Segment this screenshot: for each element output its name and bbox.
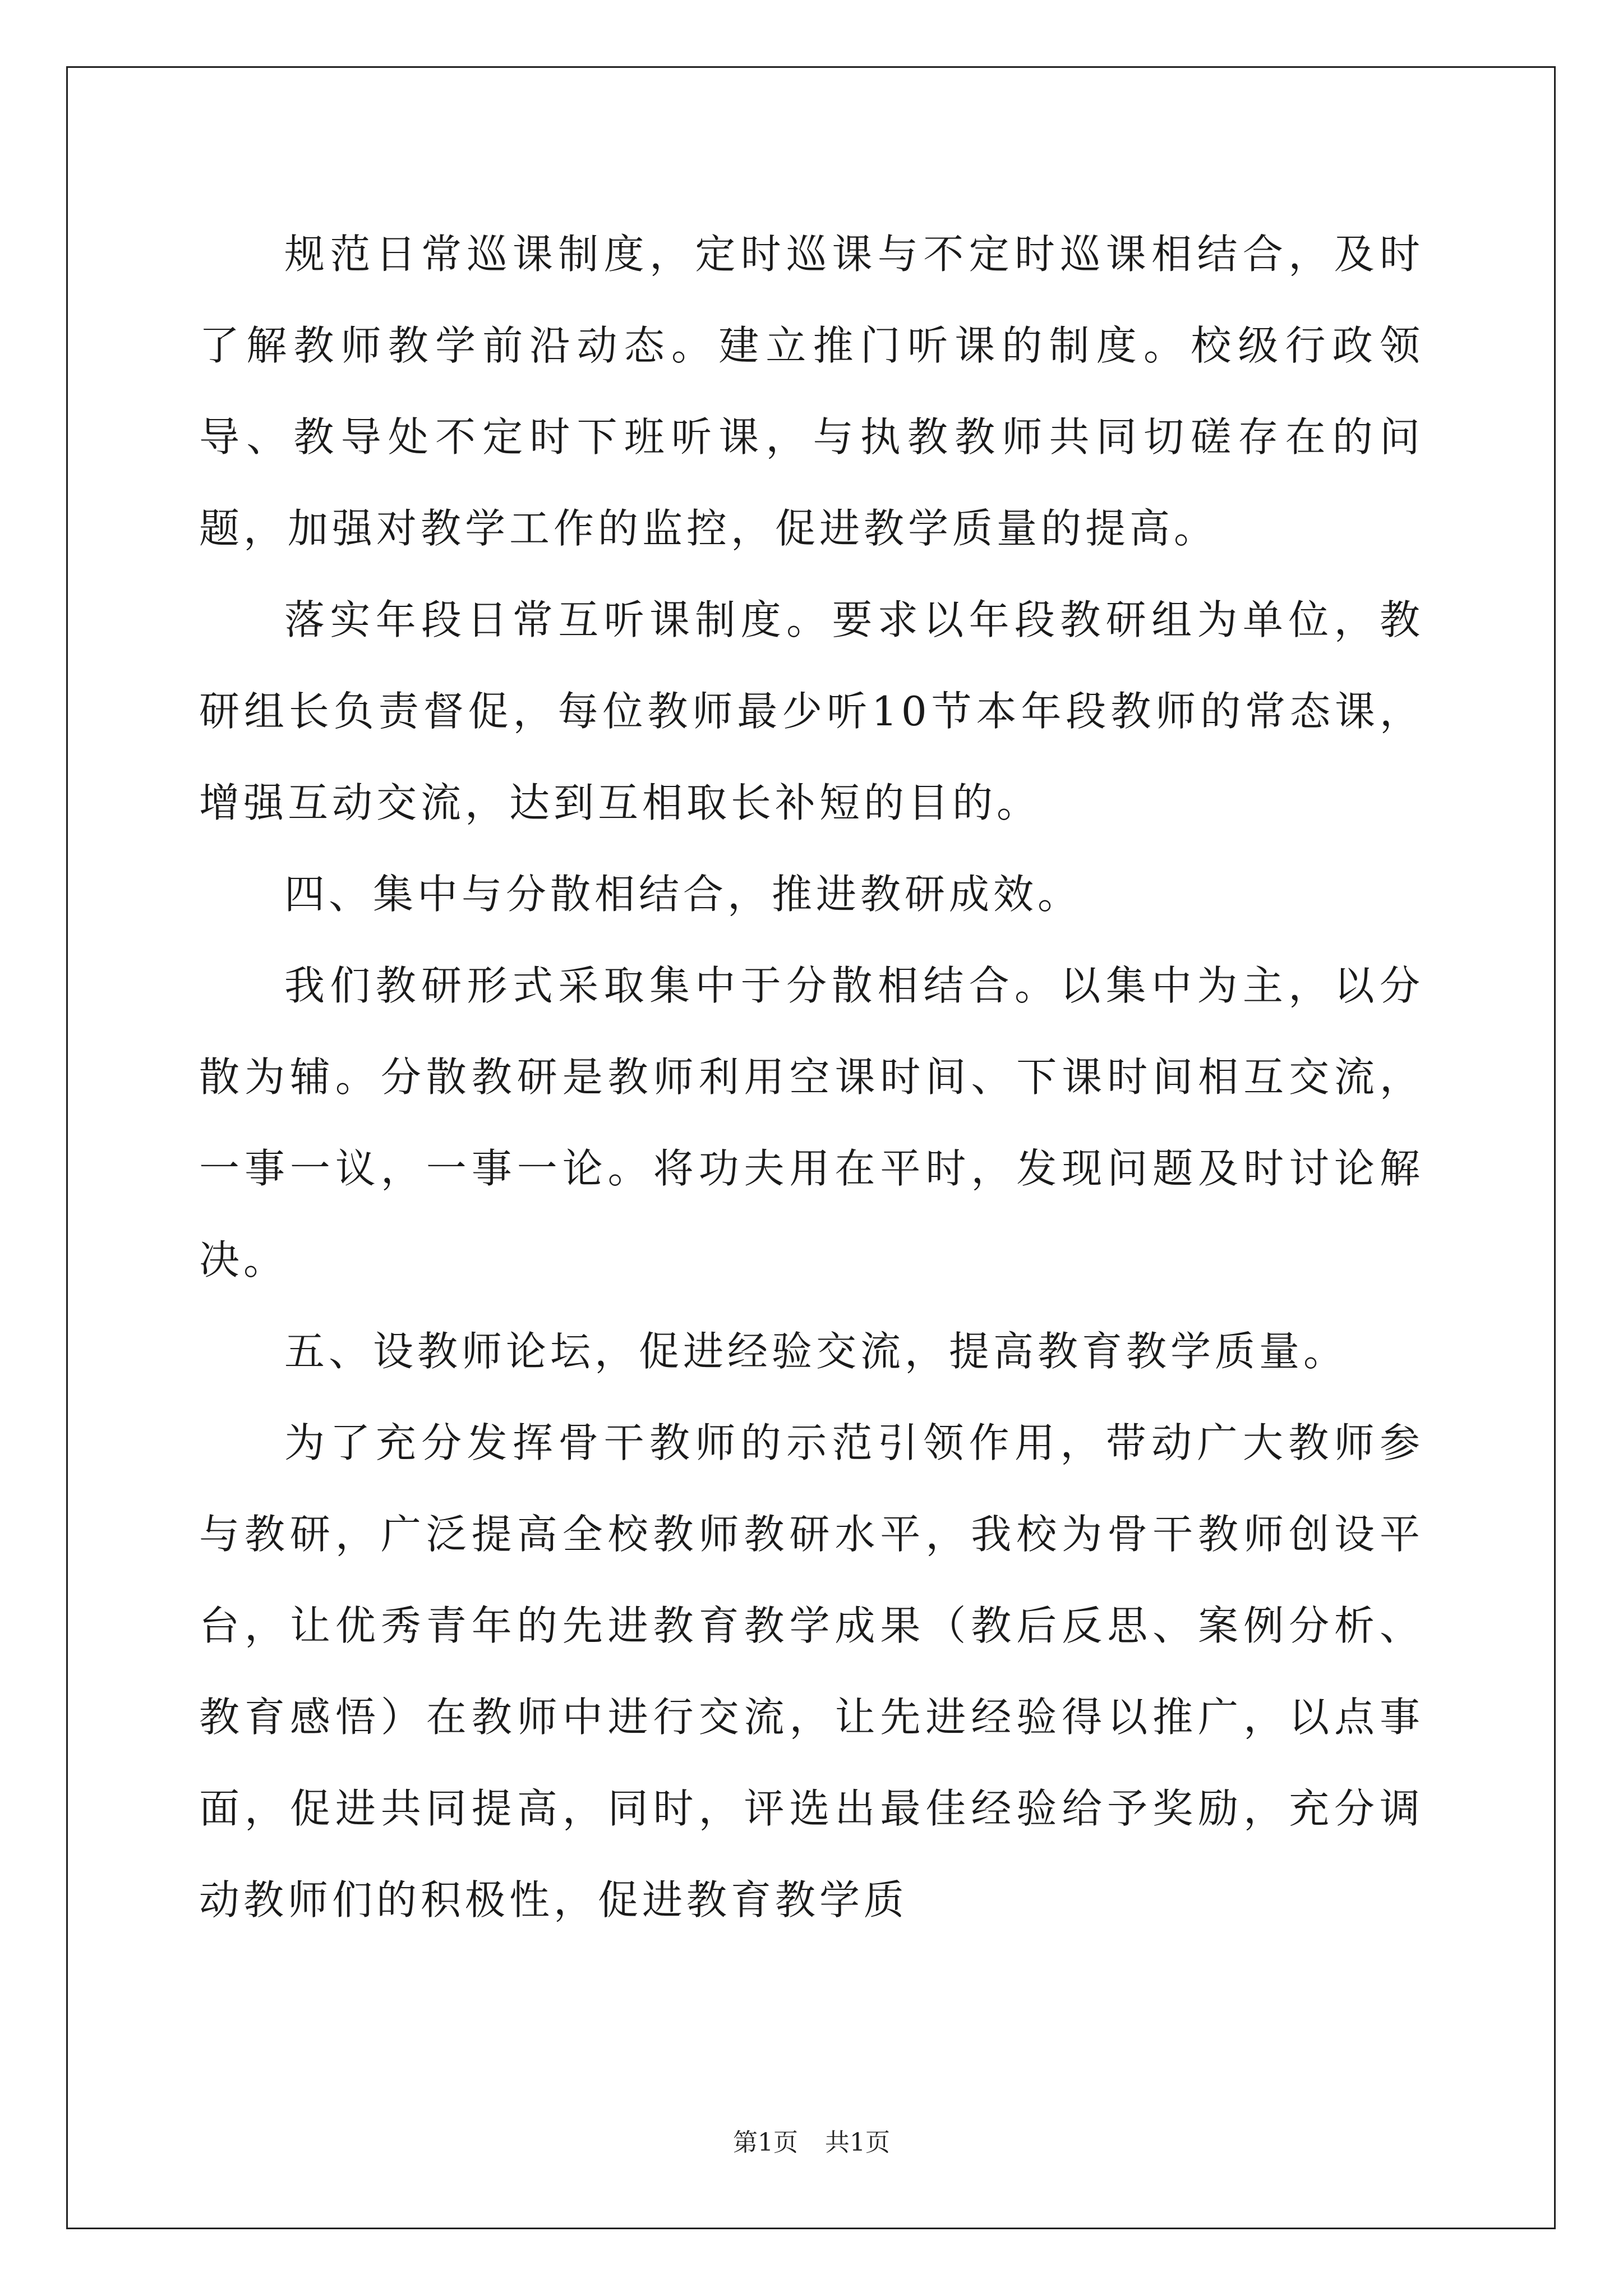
page-footer [0,2126,1623,2160]
paragraph-research-forms: 我们教研形式采取集中于分散相结合。以集中为主，以分散为辅。分散教研是教师利用空课时间、下课时间相互交流，一事一议，一事一论。将功夫用在平时，发现问题及时讨论解决。 [199,962,1424,1283]
page-total: 共1页 [825,2128,890,2157]
paragraph-teacher-forum: 为了充分发挥骨干教师的示范引领作用，带动广大教师参与教研，广泛提高全校教师教研水平，我校为骨干教师创设平台，让优秀青年的先进教育教学成果（教后反思、案例分析、教育感悟）在教师中进行交流，让先进经验得以推广，以点事面，促进共同提高，同时，评选出最佳经验给予奖励，充分调动教师们的积极性，促进教育教学质 [199,1419,1424,1924]
document-body [199,209,1424,1946]
section-heading-four: 四、集中与分散相结合，推进教研成效。 [284,871,1082,918]
section-heading-five: 五、设教师论坛，促进经验交流，提高教育教学质量。 [284,1328,1348,1375]
page-number: 第1页 [733,2128,798,2157]
paragraph-inspection: 规范日常巡课制度，定时巡课与不定时巡课相结合，及时了解教师教学前沿动态。建立推门听课的制度。校级行政领导、教导处不定时下班听课，与执教教师共同切磋存在的问题，加强对教学工作的监控，促进教学质量的提高。 [199,231,1424,552]
paragraph-peer-observation: 落实年段日常互听课制度。要求以年段教研组为单位，教研组长负责督促，每位教师最少听10节本年段教师的常态课，增强互动交流，达到互相取长补短的目的。 [199,596,1424,826]
